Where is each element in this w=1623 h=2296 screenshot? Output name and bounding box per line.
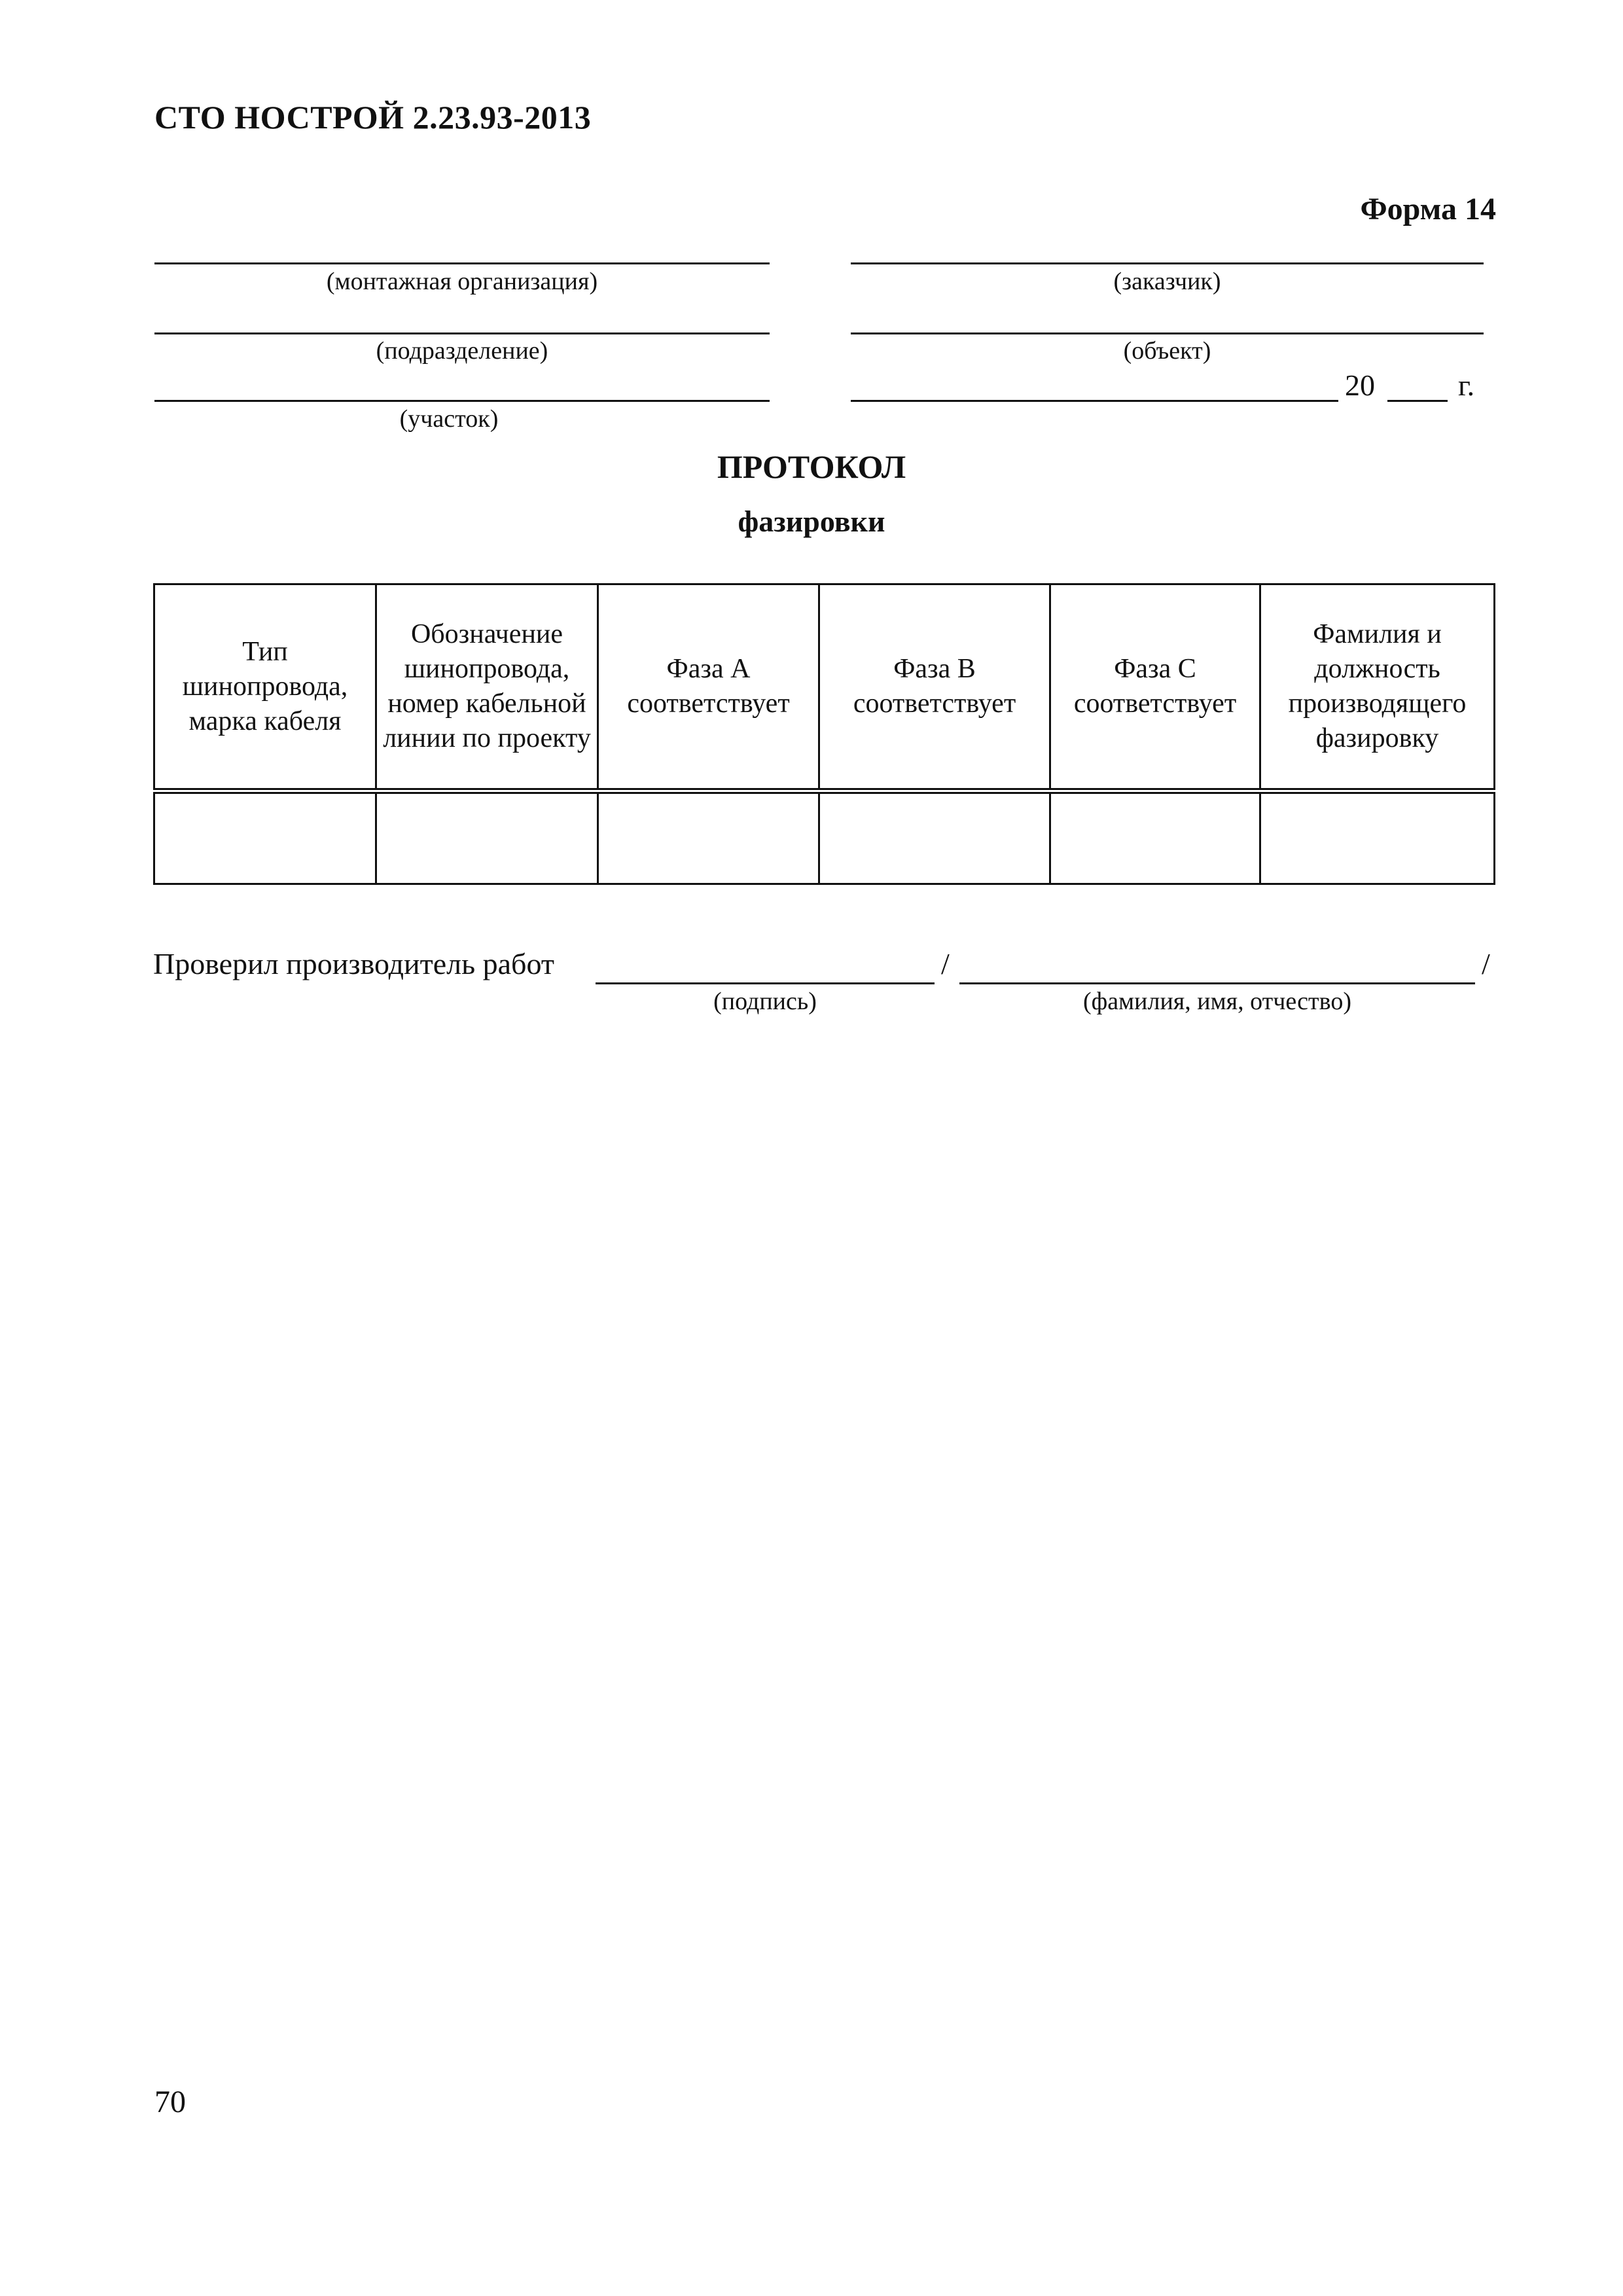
table-header-row <box>154 584 1495 791</box>
header-phase-c: Фаза С соответствует <box>1050 584 1260 791</box>
caption-section: (участок) <box>399 405 499 433</box>
caption-signature: (подпись) <box>713 988 817 1015</box>
field-line-customer[interactable] <box>851 262 1484 264</box>
signature-line[interactable] <box>596 982 935 984</box>
header-performer: Фамилия и должность производящего фазировку <box>1260 584 1495 791</box>
signature-separator: / <box>941 947 950 980</box>
table-cell[interactable] <box>1260 791 1495 884</box>
table-cell[interactable] <box>154 791 376 884</box>
date-year-suffix: г. <box>1458 368 1475 402</box>
caption-full-name: (фамилия, имя, отчество) <box>1082 988 1351 1015</box>
table-row <box>154 791 1495 884</box>
header-busbar-designation: Обозначение шинопровода, номер кабельной линии по проекту <box>376 584 598 791</box>
caption-organization: (монтажная организация) <box>326 268 598 295</box>
header-busbar-type: Тип шинопровода, марка кабеля <box>154 584 376 791</box>
field-line-subdivision[interactable] <box>154 332 770 334</box>
field-line-section[interactable] <box>154 400 770 402</box>
name-line[interactable] <box>959 982 1475 984</box>
name-separator: / <box>1482 947 1490 980</box>
caption-subdivision: (подразделение) <box>376 337 548 365</box>
phasing-table <box>153 583 1495 885</box>
caption-object: (объект) <box>1123 337 1211 365</box>
signature-label: Проверил производитель работ <box>153 947 554 980</box>
date-year-prefix: 20 <box>1345 368 1375 402</box>
table-cell[interactable] <box>1050 791 1260 884</box>
field-line-organization[interactable] <box>154 262 770 264</box>
field-line-object[interactable] <box>851 332 1484 334</box>
document-code: СТО НОСТРОЙ 2.23.93-2013 <box>154 99 592 135</box>
page-number: 70 <box>154 2085 186 2119</box>
table-cell[interactable] <box>376 791 598 884</box>
caption-customer: (заказчик) <box>1113 268 1221 295</box>
form-number: Форма 14 <box>1360 192 1496 226</box>
table-cell[interactable] <box>819 791 1050 884</box>
field-line-year[interactable] <box>1387 400 1448 402</box>
header-phase-a: Фаза А соответствует <box>598 584 819 791</box>
field-line-date[interactable] <box>851 400 1338 402</box>
document-subtitle: фазировки <box>738 505 885 538</box>
table-cell[interactable] <box>598 791 819 884</box>
header-phase-b: Фаза В соответствует <box>819 584 1050 791</box>
document-title: ПРОТОКОЛ <box>717 448 906 485</box>
